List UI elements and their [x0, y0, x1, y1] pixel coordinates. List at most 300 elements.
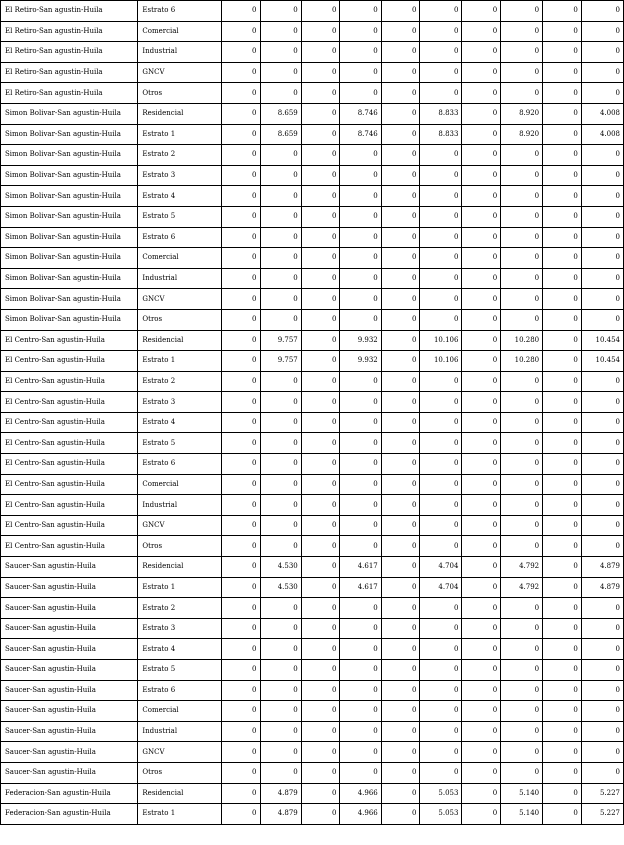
value-cell: 0 — [340, 268, 381, 289]
value-cell: 4.879 — [581, 577, 623, 598]
value-cell: 0 — [301, 309, 340, 330]
value-cell: 0 — [260, 62, 301, 83]
value-cell: 0 — [381, 577, 420, 598]
value-cell: 0 — [221, 83, 260, 104]
table-row — [1, 783, 624, 804]
value-cell: 0 — [340, 309, 381, 330]
value-cell: 0 — [301, 618, 340, 639]
value-cell: 0 — [301, 742, 340, 763]
value-cell: 0 — [221, 371, 260, 392]
place-cell: El Centro-San agustin-Huila — [1, 454, 138, 475]
value-cell: 0 — [543, 351, 582, 372]
value-cell: 0 — [340, 1, 381, 22]
value-cell: 0 — [501, 165, 543, 186]
value-cell: 0 — [501, 309, 543, 330]
value-cell: 0 — [543, 515, 582, 536]
value-cell: 0 — [462, 371, 501, 392]
value-cell: 0 — [260, 42, 301, 63]
value-cell: 8.920 — [501, 103, 543, 124]
value-cell: 0 — [543, 371, 582, 392]
category-cell: Otros — [138, 536, 221, 557]
value-cell: 0 — [221, 412, 260, 433]
value-cell: 0 — [462, 392, 501, 413]
value-cell: 0 — [221, 536, 260, 557]
value-cell: 0 — [462, 124, 501, 145]
value-cell: 0 — [221, 433, 260, 454]
value-cell: 0 — [381, 289, 420, 310]
table-row — [1, 83, 624, 104]
value-cell: 0 — [462, 42, 501, 63]
value-cell: 0 — [543, 639, 582, 660]
value-cell: 0 — [462, 783, 501, 804]
value-cell: 0 — [543, 103, 582, 124]
value-cell: 0 — [260, 474, 301, 495]
value-cell: 0 — [381, 762, 420, 783]
value-cell: 0 — [260, 495, 301, 516]
value-cell: 0 — [462, 206, 501, 227]
value-cell: 0 — [340, 248, 381, 269]
place-cell: Federacion-San agustin-Huila — [1, 804, 138, 825]
value-cell: 0 — [501, 21, 543, 42]
value-cell: 0 — [462, 639, 501, 660]
value-cell: 0 — [260, 433, 301, 454]
value-cell: 0 — [501, 289, 543, 310]
value-cell: 0 — [381, 495, 420, 516]
value-cell: 0 — [501, 639, 543, 660]
value-cell: 0 — [221, 165, 260, 186]
value-cell: 0 — [581, 721, 623, 742]
value-cell: 0 — [420, 145, 462, 166]
value-cell: 0 — [381, 268, 420, 289]
value-cell: 0 — [501, 268, 543, 289]
table-row — [1, 557, 624, 578]
table-row — [1, 680, 624, 701]
value-cell: 0 — [501, 721, 543, 742]
value-cell: 0 — [381, 42, 420, 63]
category-cell: Industrial — [138, 495, 221, 516]
value-cell: 0 — [543, 783, 582, 804]
value-cell: 0 — [221, 1, 260, 22]
value-cell: 0 — [420, 454, 462, 475]
value-cell: 0 — [221, 309, 260, 330]
value-cell: 0 — [462, 618, 501, 639]
value-cell: 0 — [340, 515, 381, 536]
value-cell: 0 — [581, 742, 623, 763]
place-cell: Simon Bolivar-San agustin-Huila — [1, 145, 138, 166]
value-cell: 0 — [301, 392, 340, 413]
value-cell: 0 — [420, 660, 462, 681]
value-cell: 0 — [543, 186, 582, 207]
value-cell: 0 — [381, 165, 420, 186]
value-cell: 0 — [543, 762, 582, 783]
category-cell: Otros — [138, 762, 221, 783]
table-row — [1, 618, 624, 639]
value-cell: 0 — [501, 660, 543, 681]
table-row — [1, 371, 624, 392]
value-cell: 0 — [581, 454, 623, 475]
value-cell: 0 — [340, 186, 381, 207]
value-cell: 0 — [581, 639, 623, 660]
category-cell: Estrato 4 — [138, 639, 221, 660]
value-cell: 0 — [501, 392, 543, 413]
value-cell: 0 — [381, 309, 420, 330]
value-cell: 0 — [420, 268, 462, 289]
place-cell: Simon Bolivar-San agustin-Huila — [1, 268, 138, 289]
value-cell: 0 — [581, 42, 623, 63]
value-cell: 0 — [543, 145, 582, 166]
value-cell: 0 — [462, 495, 501, 516]
place-cell: Saucer-San agustin-Huila — [1, 680, 138, 701]
value-cell: 0 — [420, 495, 462, 516]
value-cell: 0 — [221, 103, 260, 124]
category-cell: Residencial — [138, 557, 221, 578]
value-cell: 0 — [340, 454, 381, 475]
value-cell: 0 — [301, 680, 340, 701]
value-cell: 0 — [381, 701, 420, 722]
category-cell: GNCV — [138, 62, 221, 83]
value-cell: 0 — [260, 721, 301, 742]
value-cell: 0 — [543, 495, 582, 516]
place-cell: Simon Bolivar-San agustin-Huila — [1, 309, 138, 330]
value-cell: 0 — [381, 227, 420, 248]
value-cell: 0 — [543, 701, 582, 722]
value-cell: 5.140 — [501, 783, 543, 804]
table-row — [1, 515, 624, 536]
value-cell: 0 — [381, 474, 420, 495]
category-cell: Estrato 2 — [138, 145, 221, 166]
value-cell: 4.530 — [260, 557, 301, 578]
value-cell: 0 — [301, 83, 340, 104]
value-cell: 0 — [581, 1, 623, 22]
place-cell: El Centro-San agustin-Huila — [1, 495, 138, 516]
value-cell: 0 — [462, 351, 501, 372]
value-cell: 0 — [381, 392, 420, 413]
value-cell: 0 — [260, 186, 301, 207]
value-cell: 0 — [462, 598, 501, 619]
category-cell: Industrial — [138, 721, 221, 742]
value-cell: 0 — [301, 577, 340, 598]
value-cell: 0 — [501, 186, 543, 207]
category-cell: GNCV — [138, 289, 221, 310]
value-cell: 0 — [420, 42, 462, 63]
value-cell: 0 — [301, 289, 340, 310]
value-cell: 0 — [340, 598, 381, 619]
value-cell: 0 — [581, 495, 623, 516]
value-cell: 9.757 — [260, 351, 301, 372]
value-cell: 0 — [543, 474, 582, 495]
value-cell: 0 — [581, 206, 623, 227]
place-cell: Simon Bolivar-San agustin-Huila — [1, 186, 138, 207]
table-row — [1, 1, 624, 22]
value-cell: 0 — [462, 165, 501, 186]
value-cell: 0 — [420, 701, 462, 722]
value-cell: 0 — [543, 742, 582, 763]
value-cell: 0 — [260, 289, 301, 310]
value-cell: 0 — [581, 474, 623, 495]
value-cell: 4.008 — [581, 124, 623, 145]
value-cell: 0 — [420, 536, 462, 557]
value-cell: 0 — [462, 762, 501, 783]
category-cell: Estrato 3 — [138, 165, 221, 186]
value-cell: 0 — [381, 660, 420, 681]
value-cell: 0 — [420, 412, 462, 433]
value-cell: 0 — [381, 145, 420, 166]
value-cell: 0 — [501, 515, 543, 536]
value-cell: 8.833 — [420, 103, 462, 124]
place-cell: El Centro-San agustin-Huila — [1, 474, 138, 495]
value-cell: 0 — [420, 227, 462, 248]
value-cell: 0 — [581, 618, 623, 639]
value-cell: 0 — [420, 186, 462, 207]
value-cell: 0 — [260, 742, 301, 763]
value-cell: 0 — [381, 454, 420, 475]
value-cell: 0 — [340, 21, 381, 42]
category-cell: Estrato 4 — [138, 412, 221, 433]
value-cell: 0 — [543, 165, 582, 186]
value-cell: 10.106 — [420, 351, 462, 372]
table-row — [1, 206, 624, 227]
table-row — [1, 103, 624, 124]
value-cell: 0 — [420, 165, 462, 186]
value-cell: 5.053 — [420, 783, 462, 804]
value-cell: 0 — [462, 680, 501, 701]
value-cell: 0 — [301, 227, 340, 248]
value-cell: 0 — [260, 83, 301, 104]
value-cell: 0 — [340, 474, 381, 495]
value-cell: 0 — [462, 536, 501, 557]
value-cell: 0 — [420, 762, 462, 783]
value-cell: 0 — [381, 783, 420, 804]
table-row — [1, 289, 624, 310]
value-cell: 0 — [501, 598, 543, 619]
table-row — [1, 186, 624, 207]
value-cell: 0 — [420, 371, 462, 392]
value-cell: 0 — [340, 371, 381, 392]
value-cell: 0 — [462, 1, 501, 22]
value-cell: 0 — [420, 1, 462, 22]
category-cell: Estrato 1 — [138, 351, 221, 372]
place-cell: El Centro-San agustin-Huila — [1, 371, 138, 392]
value-cell: 0 — [260, 145, 301, 166]
value-cell: 0 — [381, 742, 420, 763]
table-row — [1, 165, 624, 186]
value-cell: 0 — [260, 618, 301, 639]
table-row — [1, 762, 624, 783]
value-cell: 0 — [221, 206, 260, 227]
value-cell: 0 — [381, 639, 420, 660]
value-cell: 0 — [543, 330, 582, 351]
value-cell: 0 — [301, 103, 340, 124]
value-cell: 0 — [543, 42, 582, 63]
value-cell: 0 — [462, 660, 501, 681]
value-cell: 0 — [221, 227, 260, 248]
value-cell: 0 — [501, 618, 543, 639]
value-cell: 0 — [581, 268, 623, 289]
category-cell: Estrato 6 — [138, 227, 221, 248]
value-cell: 0 — [462, 515, 501, 536]
value-cell: 0 — [260, 309, 301, 330]
value-cell: 0 — [381, 618, 420, 639]
place-cell: Simon Bolivar-San agustin-Huila — [1, 206, 138, 227]
table-row — [1, 248, 624, 269]
value-cell: 0 — [543, 124, 582, 145]
value-cell: 0 — [501, 83, 543, 104]
value-cell: 0 — [581, 83, 623, 104]
value-cell: 0 — [340, 660, 381, 681]
value-cell: 0 — [260, 660, 301, 681]
category-cell: Residencial — [138, 330, 221, 351]
value-cell: 0 — [301, 268, 340, 289]
value-cell: 0 — [340, 165, 381, 186]
value-cell: 0 — [301, 701, 340, 722]
place-cell: Saucer-San agustin-Huila — [1, 762, 138, 783]
value-cell: 0 — [301, 186, 340, 207]
value-cell: 10.106 — [420, 330, 462, 351]
value-cell: 0 — [260, 165, 301, 186]
value-cell: 0 — [340, 721, 381, 742]
value-cell: 0 — [501, 206, 543, 227]
value-cell: 0 — [221, 618, 260, 639]
value-cell: 0 — [340, 639, 381, 660]
value-cell: 0 — [501, 248, 543, 269]
value-cell: 4.792 — [501, 577, 543, 598]
value-cell: 0 — [462, 804, 501, 825]
value-cell: 0 — [381, 103, 420, 124]
value-cell: 0 — [420, 433, 462, 454]
value-cell: 0 — [260, 762, 301, 783]
table-row — [1, 21, 624, 42]
value-cell: 0 — [543, 598, 582, 619]
place-cell: Simon Bolivar-San agustin-Huila — [1, 289, 138, 310]
value-cell: 5.227 — [581, 804, 623, 825]
value-cell: 0 — [381, 804, 420, 825]
value-cell: 0 — [501, 412, 543, 433]
value-cell: 0 — [301, 21, 340, 42]
value-cell: 0 — [381, 206, 420, 227]
value-cell: 0 — [340, 206, 381, 227]
value-cell: 0 — [543, 577, 582, 598]
category-cell: Estrato 6 — [138, 454, 221, 475]
value-cell: 0 — [420, 248, 462, 269]
place-cell: El Retiro-San agustin-Huila — [1, 42, 138, 63]
value-cell: 0 — [543, 206, 582, 227]
value-cell: 0 — [301, 495, 340, 516]
value-cell: 0 — [543, 268, 582, 289]
value-cell: 0 — [340, 701, 381, 722]
value-cell: 0 — [221, 268, 260, 289]
value-cell: 0 — [221, 577, 260, 598]
value-cell: 0 — [221, 639, 260, 660]
table-row — [1, 721, 624, 742]
value-cell: 0 — [501, 495, 543, 516]
value-cell: 0 — [420, 21, 462, 42]
category-cell: Residencial — [138, 103, 221, 124]
value-cell: 0 — [301, 762, 340, 783]
value-cell: 0 — [301, 721, 340, 742]
value-cell: 0 — [501, 42, 543, 63]
table-row — [1, 42, 624, 63]
value-cell: 0 — [340, 145, 381, 166]
place-cell: El Centro-San agustin-Huila — [1, 351, 138, 372]
value-cell: 0 — [260, 21, 301, 42]
value-cell: 0 — [543, 289, 582, 310]
value-cell: 0 — [462, 309, 501, 330]
value-cell: 0 — [221, 783, 260, 804]
value-cell: 0 — [340, 42, 381, 63]
value-cell: 0 — [543, 21, 582, 42]
value-cell: 0 — [462, 474, 501, 495]
value-cell: 0 — [581, 433, 623, 454]
value-cell: 4.966 — [340, 783, 381, 804]
place-cell: Saucer-San agustin-Huila — [1, 577, 138, 598]
value-cell: 0 — [301, 248, 340, 269]
category-cell: Estrato 6 — [138, 1, 221, 22]
value-cell: 0 — [301, 165, 340, 186]
value-cell: 0 — [221, 742, 260, 763]
table-row — [1, 701, 624, 722]
value-cell: 0 — [581, 145, 623, 166]
value-cell: 0 — [501, 145, 543, 166]
value-cell: 0 — [543, 804, 582, 825]
place-cell: Saucer-San agustin-Huila — [1, 660, 138, 681]
value-cell: 5.227 — [581, 783, 623, 804]
value-cell: 0 — [462, 742, 501, 763]
value-cell: 4.704 — [420, 577, 462, 598]
value-cell: 0 — [420, 515, 462, 536]
value-cell: 0 — [581, 412, 623, 433]
value-cell: 0 — [260, 701, 301, 722]
value-cell: 0 — [581, 227, 623, 248]
value-cell: 0 — [260, 412, 301, 433]
table-row — [1, 392, 624, 413]
place-cell: El Retiro-San agustin-Huila — [1, 21, 138, 42]
category-cell: Residencial — [138, 783, 221, 804]
place-cell: El Retiro-San agustin-Huila — [1, 62, 138, 83]
value-cell: 4.617 — [340, 557, 381, 578]
value-cell: 0 — [221, 701, 260, 722]
value-cell: 0 — [462, 227, 501, 248]
value-cell: 0 — [301, 433, 340, 454]
value-cell: 0 — [462, 62, 501, 83]
value-cell: 0 — [543, 536, 582, 557]
value-cell: 0 — [543, 392, 582, 413]
value-cell: 0 — [381, 124, 420, 145]
value-cell: 0 — [221, 124, 260, 145]
category-cell: Estrato 1 — [138, 124, 221, 145]
value-cell: 0 — [340, 62, 381, 83]
category-cell: Estrato 3 — [138, 618, 221, 639]
value-cell: 0 — [221, 248, 260, 269]
table-row — [1, 309, 624, 330]
table-row — [1, 639, 624, 660]
table-row — [1, 495, 624, 516]
value-cell: 4.617 — [340, 577, 381, 598]
category-cell: Estrato 5 — [138, 660, 221, 681]
place-cell: El Centro-San agustin-Huila — [1, 330, 138, 351]
table-row — [1, 474, 624, 495]
value-cell: 0 — [462, 103, 501, 124]
place-cell: Simon Bolivar-San agustin-Huila — [1, 227, 138, 248]
value-cell: 0 — [543, 680, 582, 701]
category-cell: Estrato 4 — [138, 186, 221, 207]
value-cell: 8.659 — [260, 103, 301, 124]
category-cell: Estrato 6 — [138, 680, 221, 701]
value-cell: 0 — [543, 433, 582, 454]
value-cell: 0 — [420, 289, 462, 310]
value-cell: 0 — [381, 598, 420, 619]
value-cell: 0 — [301, 515, 340, 536]
value-cell: 10.280 — [501, 330, 543, 351]
